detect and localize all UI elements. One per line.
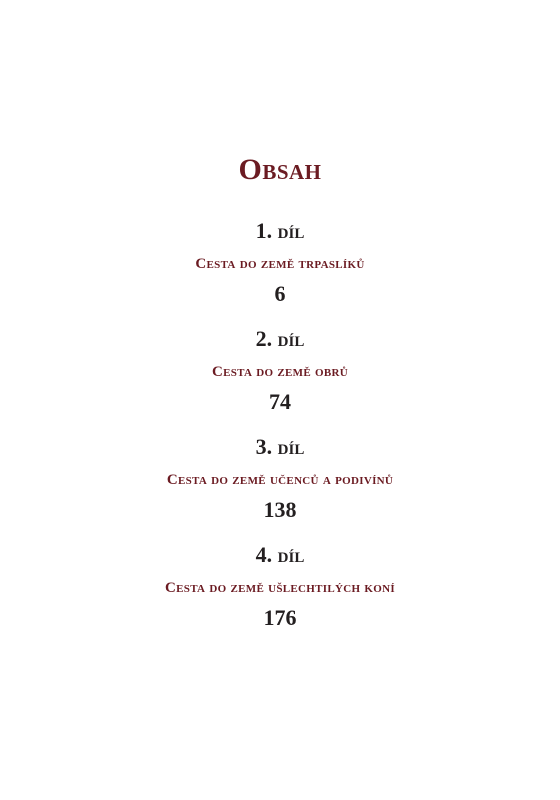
toc-entry-part-3 — [0, 434, 560, 524]
part-label: 4. díl — [255, 542, 305, 567]
part-page-number: 74 — [269, 389, 291, 414]
part-page-number: 176 — [263, 605, 297, 630]
toc-entry-part-2 — [0, 326, 560, 416]
part-label: 1. díl — [255, 218, 305, 243]
part-page-number: 138 — [263, 497, 297, 522]
part-page-number: 6 — [274, 281, 286, 306]
toc-entry-part-4 — [0, 542, 560, 632]
toc-entry-part-1 — [0, 218, 560, 308]
part-title: Cesta do země ušlechtilých koní — [165, 580, 395, 596]
part-title: Cesta do země obrů — [211, 364, 349, 380]
page-title: Obsah — [238, 153, 322, 186]
part-label: 2. díl — [255, 326, 305, 351]
part-title: Cesta do země učenců a podivínů — [166, 472, 394, 488]
part-label: 3. díl — [255, 434, 305, 459]
part-title: Cesta do země trpaslíků — [195, 256, 365, 272]
